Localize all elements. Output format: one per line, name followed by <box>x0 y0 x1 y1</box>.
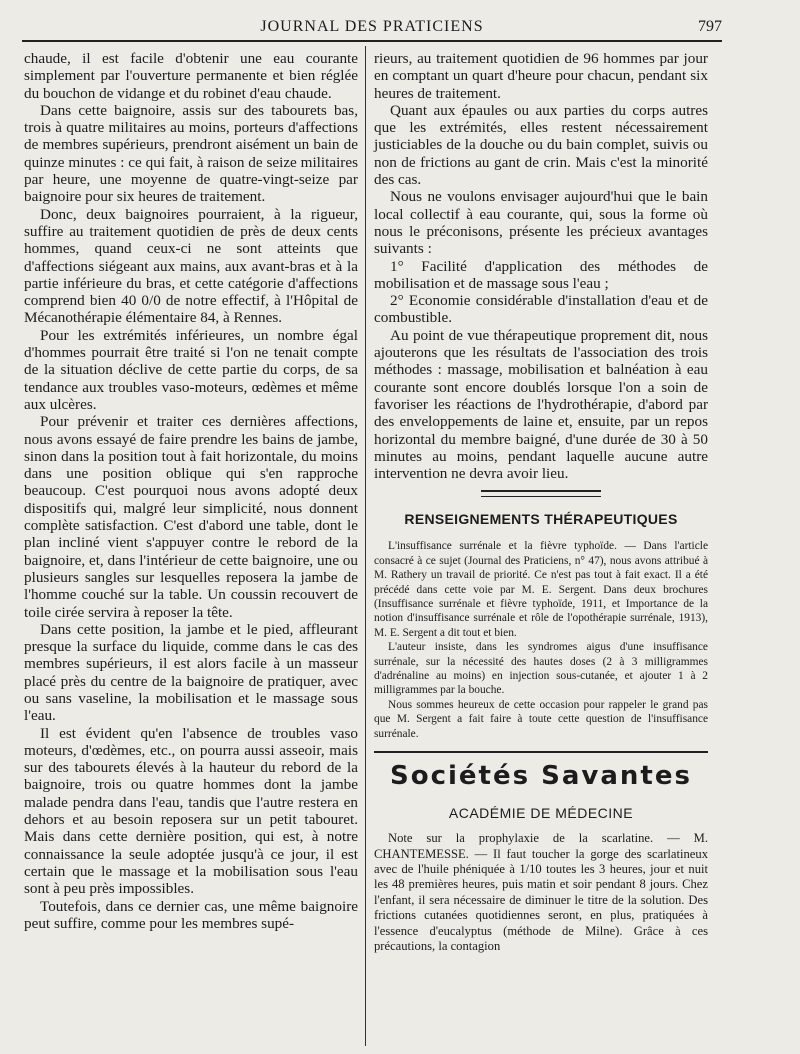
section-heading: RENSEIGNEMENTS THÉRAPEUTIQUES <box>404 511 678 528</box>
right-column <box>374 50 708 954</box>
paragraph: Il est évident qu'en l'absence de troubles vaso moteurs, d'œdèmes, etc., on pourra aussi asseoir, mais sur des tabourets élevés à la hauteur du rebord de la baignoire, trois ou quatre hommes dont la jambe malade pendra dans l'eau, tandis que l'autre restera en dehors et au besoin reposera sur un petit tabouret. Mais dans cette dernière position, qui est, à notre connaissance la seule adoptée jusqu'à ce jour, il est certain que le massage et la mobilisation sous l'eau sont à peu près impossibles. <box>24 724 358 898</box>
section-divider <box>374 751 708 753</box>
journal-title: JOURNAL DES PRATICIENS <box>260 18 484 35</box>
section-divider <box>481 490 601 497</box>
paragraph: Pour les extrémités inférieures, un nombre égal d'hommes pourrait être traité si l'on ne tenait compte de la situation déclive de cette partie du corps, de sa tendance aux troubles vaso-moteurs, œdèmes et même aux ulcères. <box>24 326 358 413</box>
subsection-heading: ACADÉMIE DE MÉDECINE <box>448 805 634 822</box>
paragraph: Quant aux épaules ou aux parties du corps autres que les extrémités, elles restent nécessairement justiciables de la douche ou du bain complet, suivis ou non de frictions au gant de crin. Mais c'est la minorité des cas. <box>374 101 708 189</box>
paragraph: Note sur la prophylaxie de la scarlatine. — M. CHANTEMESSE. — Il faut toucher la gorge des scarlatineux avec de l'huile phéniquée à 1/10 toutes les 3 heures, jour et nuit les 48 premières heures, puis matin et soir pendant 8 jours. Chez l'enfant, il sera nécessaire de diminuer le titre de la solution. Des frictions cutanées quotidiennes seront, en plus, pratiquées à l'essence d'eucalyptus (méthode de Milne). Grâce à ces précautions, la contagion <box>374 831 708 953</box>
paragraph: Dans cette position, la jambe et le pied, affleurant presque la surface du liquide, comme dans le cas des membres supérieurs, il est alors facile à un masseur placé près du centre de la baignoire de pratiquer, avec ou sans vaseline, la mobilisation et le massage sous l'eau. <box>24 620 358 725</box>
paragraph: Au point de vue thérapeutique proprement dit, nous ajouterons que les résultats de l'association des trois méthodes : massage, mobilisation et balnéation à eau courante sont encore doublés lorsque l'on a soin de favoriser les réactions de l'hydrothérapie, d'abord par des enveloppements de laine et, ensuite, par un repos horizontal du membre baigné, d'une durée de 30 à 50 minutes au moins, pendant laquelle aucune autre intervention ne devra avoir lieu. <box>374 326 708 483</box>
list-item: 1° Facilité d'application des méthodes de mobilisation et de massage sous l'eau ; <box>374 257 708 292</box>
header-rule <box>22 40 722 42</box>
column-divider <box>365 46 366 1046</box>
paragraph: L'insuffisance surrénale et la fièvre typhoïde. — Dans l'article consacré à ce sujet (Journal des Praticiens, n° 47), nous avons attribué à M. Rathery un travail de priorité. Ce n'est pas tout à fait exact. Il a été précédé dans cette voie par M. E. Sergent. Dans deux brochures (Insuffisance surrénale et fièvre typhoïde, 1911, et Importance de la notion d'insuffisance surrénale et rôle de l'opothérapie surrénale, 1913), M. E. Sergent a dit tout et bien. <box>374 540 708 639</box>
list-item: 2° Economie considérable d'installation d'eau et de combustible. <box>374 292 708 327</box>
paragraph: rieurs, au traitement quotidien de 96 hommes par jour en comptant un quart d'heure pour chacun, pendant six heures de traitement. <box>374 50 708 102</box>
paragraph: chaude, il est facile d'obtenir une eau courante simplement par l'ouverture permanente et bien réglée du bouchon de vidange et du robinet d'eau chaude. <box>24 50 358 102</box>
page-header <box>22 14 722 38</box>
paragraph: Donc, deux baignoires pourraient, à la rigueur, suffire au traitement quotidien de près de deux cents hommes, quand ceux-ci ne sont atteints que d'affections siégeant aux mains, aux avant-bras et à la partie inférieure du bras, et cette catégorie d'affections comprend bien 40 0/0 de notre effectif, à l'Hôpital de Mécanothérapie élémentaire 84, à Rennes. <box>24 205 358 327</box>
left-column <box>24 50 358 932</box>
paragraph: Pour prévenir et traiter ces dernières affections, nous avons essayé de faire prendre les bains de jambe, sinon dans la position tout à fait horizontale, du moins dans une position oblique qui s'en rapproche beaucoup. C'est pourquoi nous avons adopté deux dispositifs qui, malgré leur simplicité, nous donnent complète satisfaction. C'est d'abord une table, dont le plan incliné vient s'appuyer contre le rebord de la baignoire, et, dans l'intérieur de cette baignoire, une ou plusieurs sangles sur lesquelles reposera la jambe de l'homme couché sur la table. Un coussin recouvert de toile cirée servira à reposer la tête. <box>24 413 358 621</box>
paragraph: Nous sommes heureux de cette occasion pour rappeler le grand pas que M. Sergent a fait faire à toute cette question de l'insuffisance surrénale. <box>374 698 708 740</box>
page-number: 797 <box>698 18 722 35</box>
section-heading: Sociétés Savantes <box>390 761 692 792</box>
paragraph: Toutefois, dans ce dernier cas, une même baignoire peut suffire, comme pour les membres supé- <box>24 897 358 932</box>
paragraph: Nous ne voulons envisager aujourd'hui que le bain local collectif à eau courante, qui, sous la forme où nous le préconisons, présente les précieux avantages suivants : <box>374 188 708 258</box>
paragraph: L'auteur insiste, dans les syndromes aigus d'une insuffisance surrénale, sur la nécessité des hautes doses (2 à 3 milligrammes d'adrénaline au moins) en injection sous-cutanée, et ajouter 1 à 2 milligrammes par la bouche. <box>374 641 708 697</box>
paragraph: Dans cette baignoire, assis sur des tabourets bas, trois à quatre militaires au moins, porteurs d'affections de membres supérieurs, prendront aisément un bain de quinze minutes : ce qui fait, à raison de seize militaires par heure, une moyenne de quatre-vingt-seize par baignoire pour six heures de traitement. <box>24 101 358 206</box>
